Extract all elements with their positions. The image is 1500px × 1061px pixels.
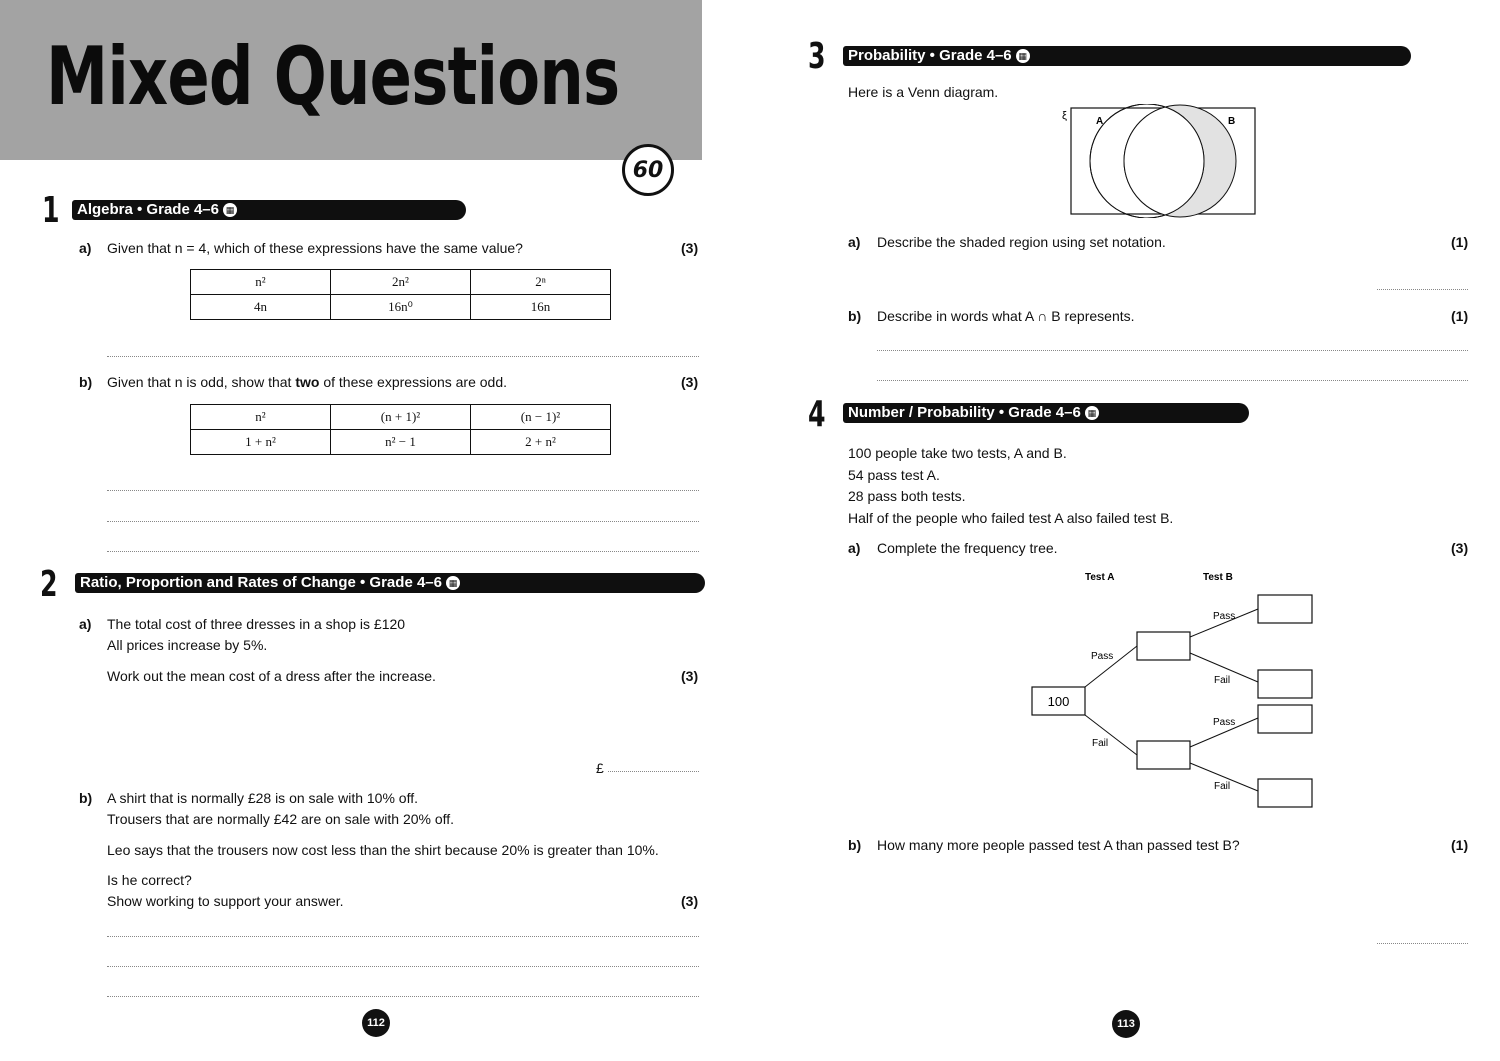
q3-intro: Here is a Venn diagram. — [848, 84, 999, 100]
q1-topic: Algebra • Grade 4–6 — [77, 201, 219, 218]
calculator-icon: ▦ — [223, 203, 237, 217]
tree-fail-label: Fail — [1214, 675, 1231, 686]
q2b-marks: (3) — [681, 893, 699, 909]
q1a-label: a) — [79, 240, 92, 256]
q4-line3: 28 pass both tests. — [848, 488, 966, 504]
q2b-line2: Trousers that are normally £42 are on sale with 20% off. — [107, 811, 455, 827]
q1b-text-after: of these expressions are odd. — [319, 374, 508, 390]
tree-fail-label: Fail — [1214, 781, 1231, 792]
q3b-marks: (1) — [1451, 308, 1469, 324]
answer-line[interactable] — [1377, 289, 1468, 290]
table-cell: n² — [191, 270, 331, 295]
venn-label-a: A — [1096, 116, 1104, 127]
q4-topic: Number / Probability • Grade 4–6 — [848, 404, 1081, 421]
q2a-line2: All prices increase by 5%. — [107, 637, 268, 653]
answer-line[interactable] — [107, 356, 699, 357]
tree-test-a-label: Test A — [1085, 572, 1115, 583]
calculator-icon: ▦ — [1085, 406, 1099, 420]
q1b-text-bold: two — [295, 374, 320, 390]
q2a-marks: (3) — [681, 668, 699, 684]
q4-line4: Half of the people who failed test A also failed test B. — [848, 510, 1174, 526]
calculator-icon: ▦ — [1016, 49, 1030, 63]
q2b-label: b) — [79, 790, 93, 806]
q1b-label: b) — [79, 374, 93, 390]
table-cell: 16n — [471, 295, 611, 320]
q3b-text: Describe in words what A ∩ B represents. — [877, 308, 1135, 324]
table-cell: 2 + n² — [471, 430, 611, 455]
table-cell: (n − 1)² — [471, 405, 611, 430]
table-cell: 2n² — [331, 270, 471, 295]
tree-answer-box[interactable] — [1137, 632, 1190, 660]
q4a-text: Complete the frequency tree. — [877, 540, 1058, 556]
q2b-line3: Leo says that the trousers now cost less than the shirt because 20% is greater than 10%. — [107, 842, 659, 858]
table-cell: n² − 1 — [331, 430, 471, 455]
answer-line[interactable] — [107, 996, 699, 997]
q1a-text: Given that n = 4, which of these expressions have the same value? — [107, 240, 523, 256]
q2a-line3: Work out the mean cost of a dress after the increase. — [107, 668, 436, 684]
q4-line2: 54 pass test A. — [848, 467, 940, 483]
q1b-marks: (3) — [681, 374, 699, 390]
q3b-label: b) — [848, 308, 862, 324]
answer-line[interactable] — [608, 771, 699, 772]
answer-line[interactable] — [107, 521, 699, 522]
tree-answer-box[interactable] — [1137, 741, 1190, 769]
table-cell: n² — [191, 405, 331, 430]
q1b-text-before: Given that n is odd, show that — [107, 374, 296, 390]
table-cell: 16n⁰ — [331, 295, 471, 320]
venn-universal-label: ξ — [1062, 110, 1067, 122]
page-number-right: 113 — [1112, 1010, 1140, 1038]
q3a-text: Describe the shaded region using set notation. — [877, 234, 1166, 250]
tree-answer-box[interactable] — [1258, 670, 1312, 698]
q2-topic: Ratio, Proportion and Rates of Change • Grade 4–6 — [80, 574, 442, 591]
table-cell: 2ⁿ — [471, 270, 611, 295]
timer-icon: 60 — [622, 144, 674, 196]
table-cell: 1 + n² — [191, 430, 331, 455]
q1-topic-bar — [72, 200, 466, 220]
q2a-label: a) — [79, 616, 92, 632]
q4-topic-bar — [843, 403, 1249, 423]
q4-line1: 100 people take two tests, A and B. — [848, 445, 1067, 461]
page-number-left: 112 — [362, 1009, 390, 1037]
q3-number: 3 — [808, 36, 826, 77]
tree-test-b-label: Test B — [1203, 572, 1233, 583]
tree-pass-label: Pass — [1213, 717, 1236, 728]
answer-line[interactable] — [107, 966, 699, 967]
answer-line[interactable] — [1377, 943, 1468, 944]
frequency-tree — [1020, 565, 1320, 815]
q2-number: 2 — [40, 564, 58, 605]
venn-diagram — [1058, 104, 1258, 218]
q2b-line4: Is he correct? — [107, 872, 192, 888]
page-title: Mixed Questions — [46, 30, 620, 123]
answer-line[interactable] — [107, 490, 699, 491]
q3-topic: Probability • Grade 4–6 — [848, 47, 1012, 64]
q4b-marks: (1) — [1451, 837, 1469, 853]
q4a-label: a) — [848, 540, 861, 556]
q1-number: 1 — [42, 190, 60, 231]
q2b-line1: A shirt that is normally £28 is on sale with 10% off. — [107, 790, 419, 806]
tree-answer-box[interactable] — [1258, 779, 1312, 807]
q1b-text — [107, 374, 507, 390]
calculator-icon: ▦ — [446, 576, 460, 590]
q2a-answer-prefix: £ — [596, 760, 604, 776]
q1b-table — [190, 404, 611, 455]
q4b-text: How many more people passed test A than passed test B? — [877, 837, 1240, 853]
answer-line[interactable] — [107, 551, 699, 552]
tree-fail-label: Fail — [1092, 738, 1109, 749]
tree-pass-label: Pass — [1213, 611, 1236, 622]
q3-topic-bar — [843, 46, 1411, 66]
q4a-marks: (3) — [1451, 540, 1469, 556]
answer-line[interactable] — [877, 380, 1468, 381]
q1a-marks: (3) — [681, 240, 699, 256]
q4-number: 4 — [808, 394, 826, 435]
q2-topic-bar — [75, 573, 705, 593]
answer-line[interactable] — [107, 936, 699, 937]
tree-pass-label: Pass — [1091, 651, 1114, 662]
answer-line[interactable] — [877, 350, 1468, 351]
tree-answer-box[interactable] — [1258, 595, 1312, 623]
venn-label-b: B — [1228, 116, 1236, 127]
q2b-line5: Show working to support your answer. — [107, 893, 344, 909]
q2a-line1: The total cost of three dresses in a shop is £120 — [107, 616, 406, 632]
q1a-table — [190, 269, 611, 320]
tree-root-value: 100 — [1047, 694, 1070, 709]
q3a-label: a) — [848, 234, 861, 250]
table-cell: 4n — [191, 295, 331, 320]
q3a-marks: (1) — [1451, 234, 1469, 250]
q4b-label: b) — [848, 837, 862, 853]
tree-answer-box[interactable] — [1258, 705, 1312, 733]
table-cell: (n + 1)² — [331, 405, 471, 430]
